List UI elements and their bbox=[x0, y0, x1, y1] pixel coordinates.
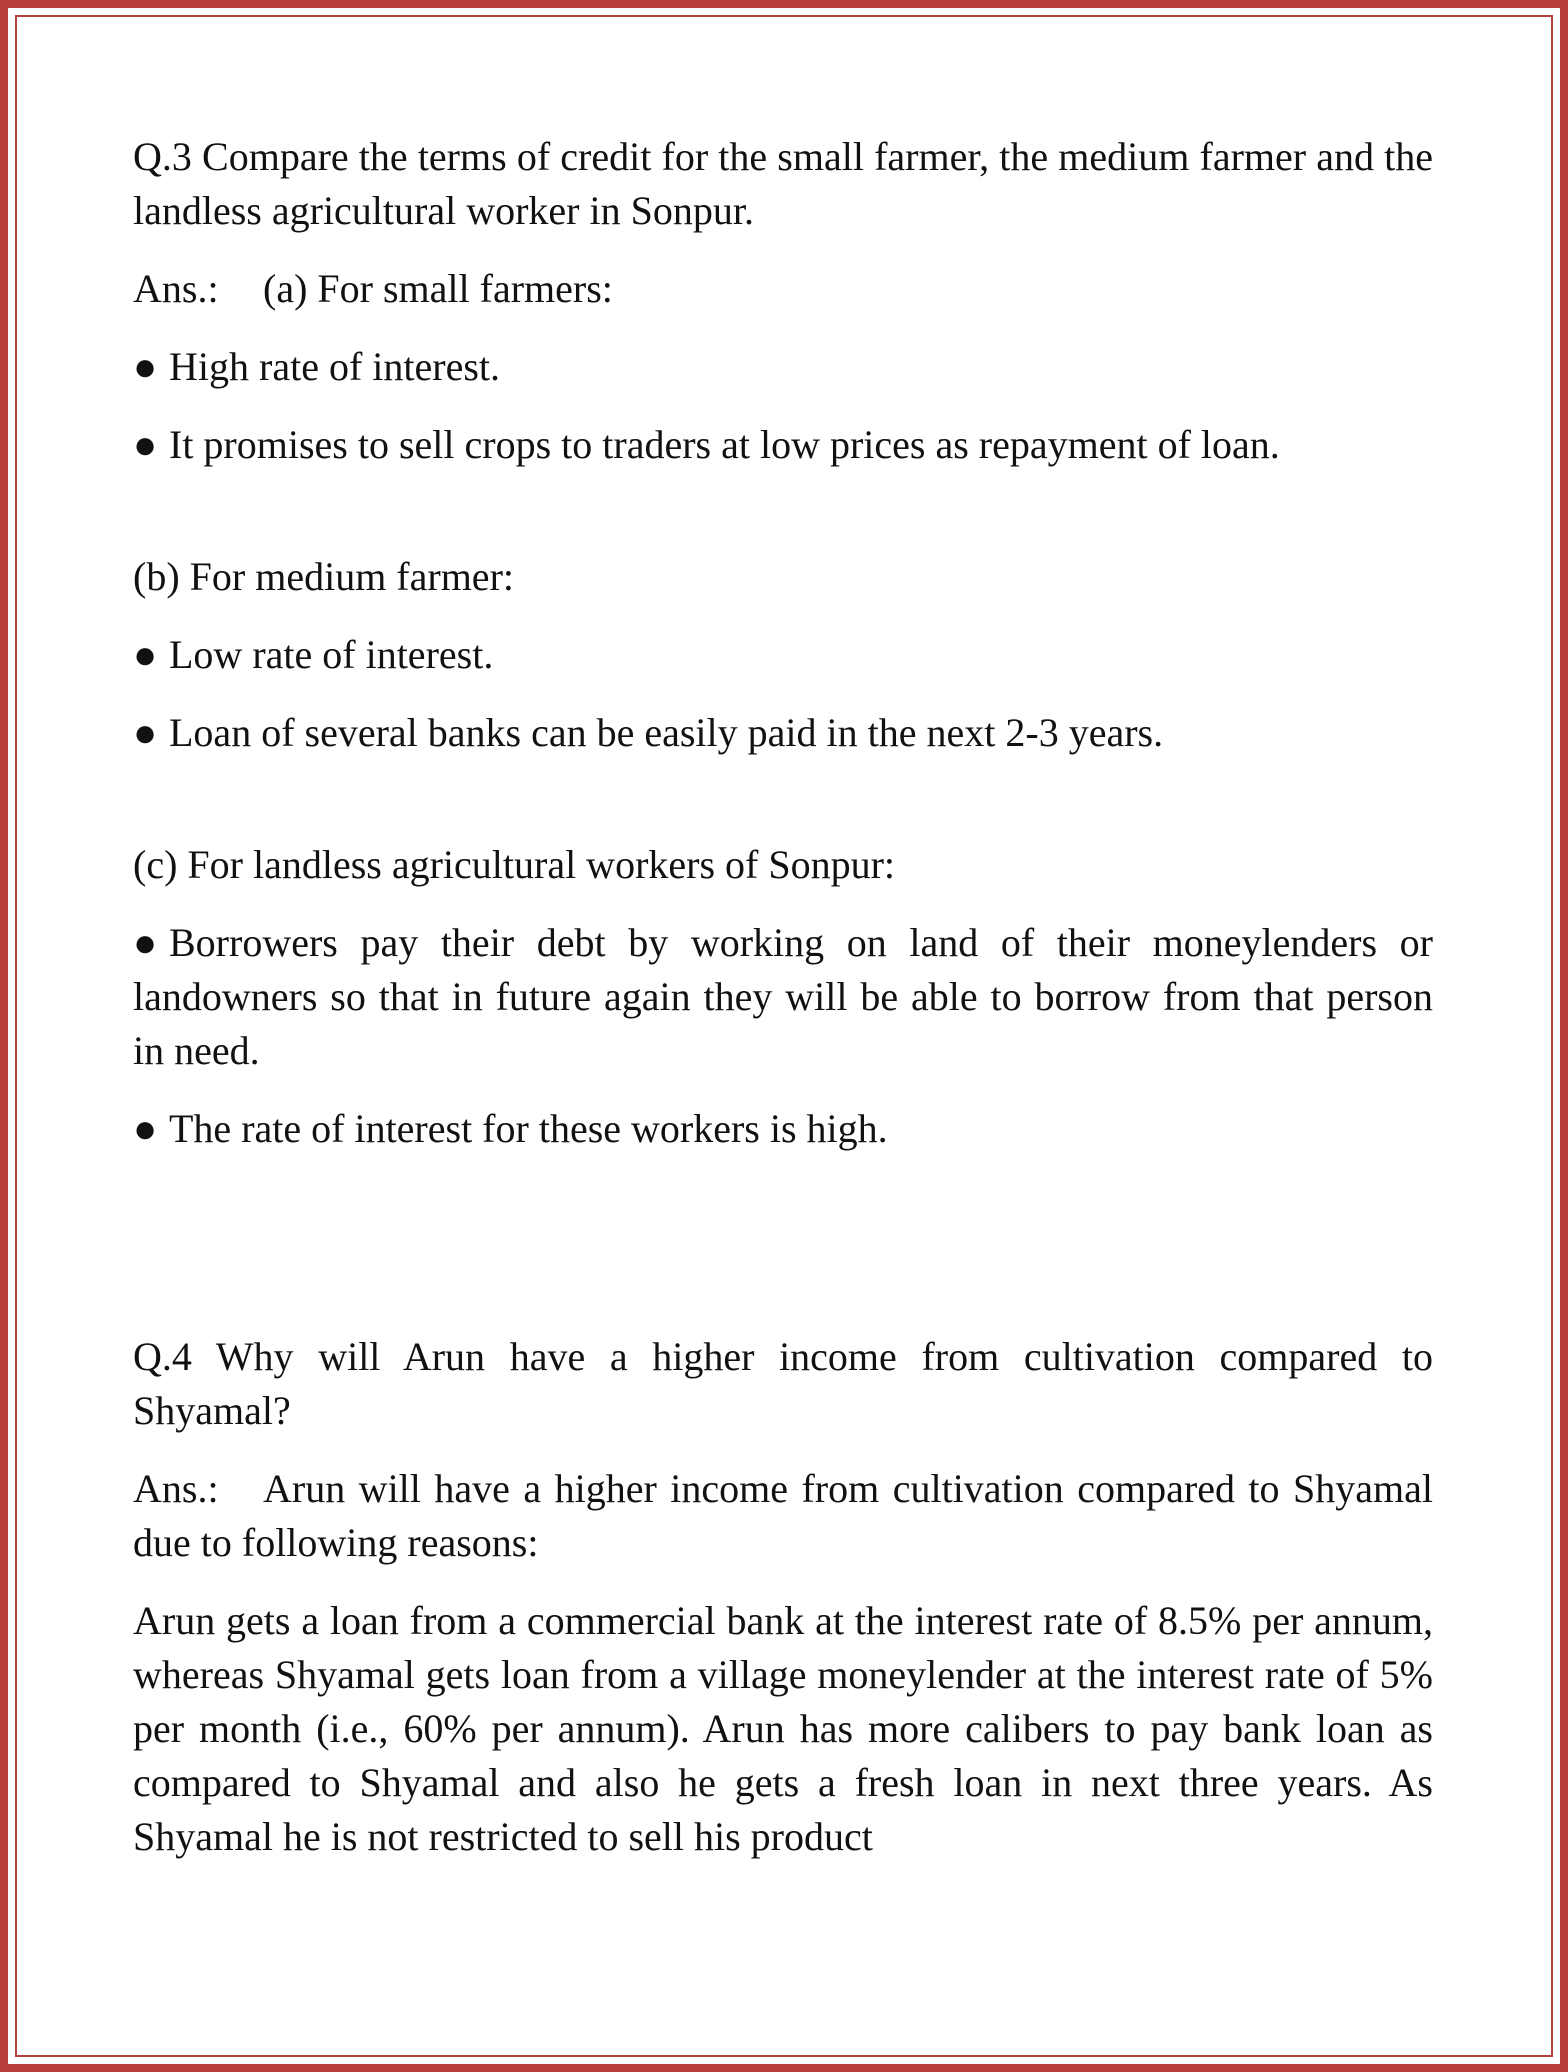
q3-c-heading: (c) For landless agricultural workers of Sonpur: bbox=[133, 842, 896, 887]
bullet-icon: ● bbox=[133, 920, 158, 965]
q3-a-point: ● High rate of interest. bbox=[133, 340, 1433, 394]
q4-ans-text: Arun will have a higher income from cultivation compared to Shyamal due to following reasons: bbox=[133, 1466, 1433, 1565]
bullet-icon: ● bbox=[133, 344, 158, 389]
document-body bbox=[133, 130, 1433, 1864]
q3-ans-label: Ans.: bbox=[133, 266, 219, 311]
q3-b-heading: (b) For medium farmer: bbox=[133, 554, 514, 599]
q3-b-point: ● Low rate of interest. bbox=[133, 628, 1433, 682]
q3-answer-intro bbox=[133, 262, 1433, 316]
q3-question: Q.3 Compare the terms of credit for the small farmer, the medium farmer and the landless agricultural worker in Sonpur. bbox=[133, 134, 1433, 233]
bullet-icon: ● bbox=[133, 632, 158, 677]
q3-c-point: ● Borrowers pay their debt by working on land of their moneylenders or landowners so that in future again they will be able to borrow from that person in need. bbox=[133, 916, 1433, 1078]
q4-question: Q.4 Why will Arun have a higher income from cultivation compared to Shyamal? bbox=[133, 1334, 1433, 1433]
bullet-icon: ● bbox=[133, 422, 158, 467]
q3-b-point: ● Loan of several banks can be easily paid in the next 2-3 years. bbox=[133, 706, 1433, 760]
q3-c-point: ● The rate of interest for these workers is high. bbox=[133, 1102, 1433, 1156]
bullet-icon: ● bbox=[133, 1106, 158, 1151]
q4-paragraph: Arun gets a loan from a commercial bank at the interest rate of 8.5% per annum, whereas Shyamal gets loan from a village moneylender at the interest rate of 5% per month (i.e., 60% per annum). Arun has more calibers to pay bank loan as compared to Shyamal and also he gets a fresh loan in next three years. As Shyamal he is not restricted to sell his product bbox=[133, 1598, 1433, 1859]
bullet-icon: ● bbox=[133, 710, 158, 755]
q4-ans-label: Ans.: bbox=[133, 1466, 219, 1511]
q3-a-point: ● It promises to sell crops to traders at low prices as repayment of loan. bbox=[133, 418, 1433, 472]
q3-a-heading: (a) For small farmers: bbox=[263, 266, 613, 311]
q4-answer-intro bbox=[133, 1462, 1433, 1570]
